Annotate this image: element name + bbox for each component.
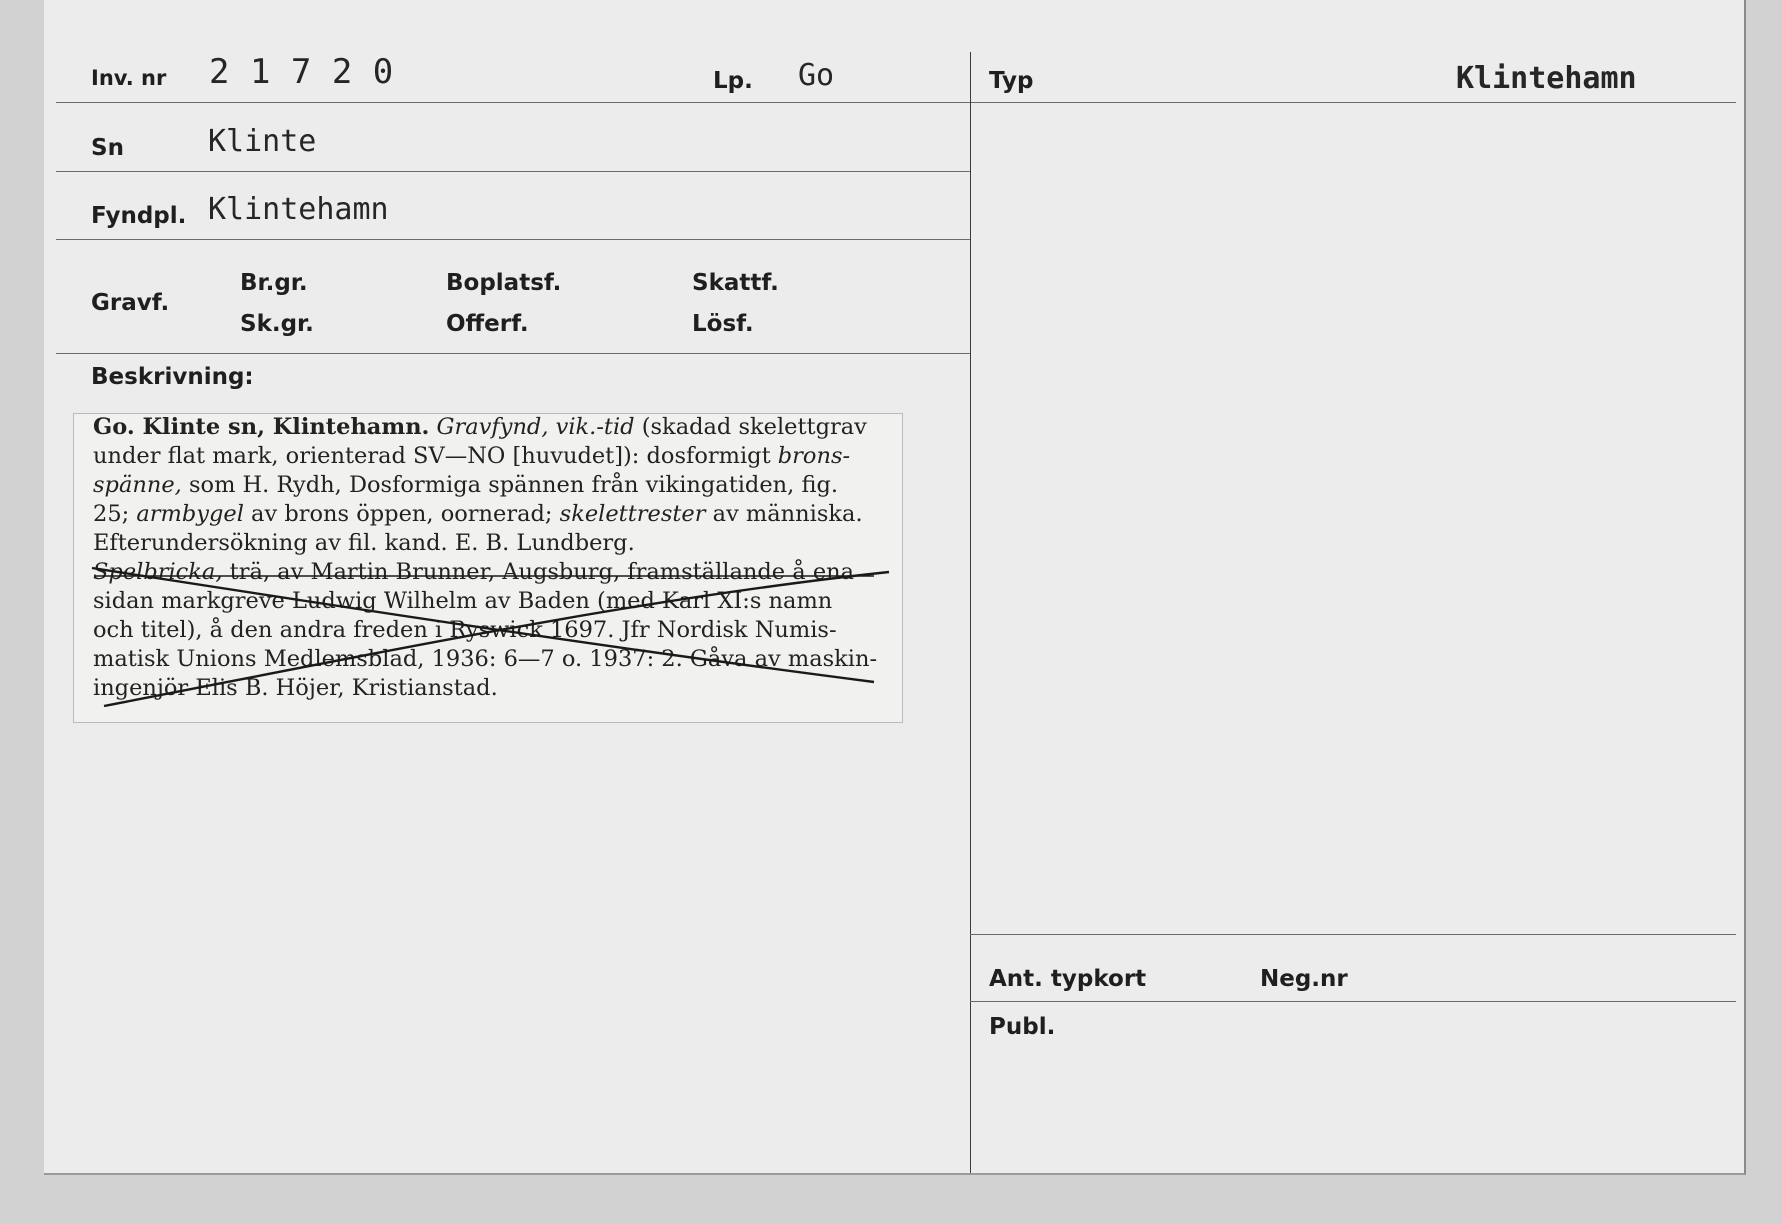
column-divider: [970, 52, 971, 1173]
desc-line-3: spänne, som H. Rydh, Dosformiga spännen från vikingatiden, fig.: [93, 472, 839, 498]
gravf-label: Gravf.: [91, 290, 170, 316]
lp-label: Lp.: [713, 68, 753, 94]
sn-label: Sn: [91, 135, 124, 161]
desc-line-8: och titel), å den andra freden i Ryswick 1697. Jfr Nordisk Numis-: [93, 617, 837, 643]
offerf-label: Offerf.: [446, 311, 529, 337]
desc-line-10: ingenjör Elis B. Höjer, Kristianstad.: [93, 675, 498, 701]
beskrivning-label: Beskrivning:: [91, 364, 254, 390]
desc-line-7: sidan markgreve Ludwig Wilhelm av Baden (med Karl XI:s namn: [93, 588, 833, 614]
skattf-label: Skattf.: [692, 270, 779, 296]
losf-label: Lösf.: [692, 311, 754, 337]
inv-nr-value: 2 1 7 2 0: [209, 52, 394, 92]
desc-line-5: Efterundersökning av fil. kand. E. B. Lundberg.: [93, 530, 635, 556]
skgr-label: Sk.gr.: [240, 311, 314, 337]
typkort-top-divider: [970, 934, 1736, 935]
neg-nr-label: Neg.nr: [1260, 966, 1348, 992]
brgr-label: Br.gr.: [240, 270, 308, 296]
gravf-divider: [56, 353, 970, 354]
desc-line-4: 25; armbygel av brons öppen, oornerad; skelettrester av människa.: [93, 501, 863, 527]
fyndpl-value: Klintehamn: [208, 192, 389, 227]
desc-line-1: Go. Klinte sn, Klintehamn. Gravfynd, vik.-tid (skadad skelettgrav: [93, 414, 867, 440]
lp-value: Go: [798, 58, 835, 93]
sn-divider: [56, 171, 970, 172]
catalog-card: [44, 0, 1746, 1175]
inv-nr-label: Inv. nr: [91, 66, 167, 90]
desc-line-2: under flat mark, orienterad SV—NO [huvudet]): dosformigt brons-: [93, 443, 851, 469]
desc-line-9: matisk Unions Medlemsblad, 1936: 6—7 o. 1937: 2. Gåva av maskin-: [93, 646, 878, 672]
ant-typkort-label: Ant. typkort: [989, 966, 1147, 992]
desc-line-6: Spelbricka, trä, av Martin Brunner, Augsburg, framställande å ena: [93, 559, 855, 585]
description-slip: [73, 413, 903, 723]
sn-value: Klinte: [208, 124, 317, 159]
typ-value: Klintehamn: [1456, 61, 1637, 96]
fyndpl-divider: [56, 239, 970, 240]
publ-label: Publ.: [989, 1014, 1056, 1040]
typ-label: Typ: [989, 68, 1034, 94]
typkort-bottom-divider: [970, 1001, 1736, 1002]
boplatsf-label: Boplatsf.: [446, 270, 562, 296]
header-divider: [56, 102, 1736, 103]
strikethrough-cross: [74, 414, 904, 724]
fyndpl-label: Fyndpl.: [91, 203, 187, 229]
